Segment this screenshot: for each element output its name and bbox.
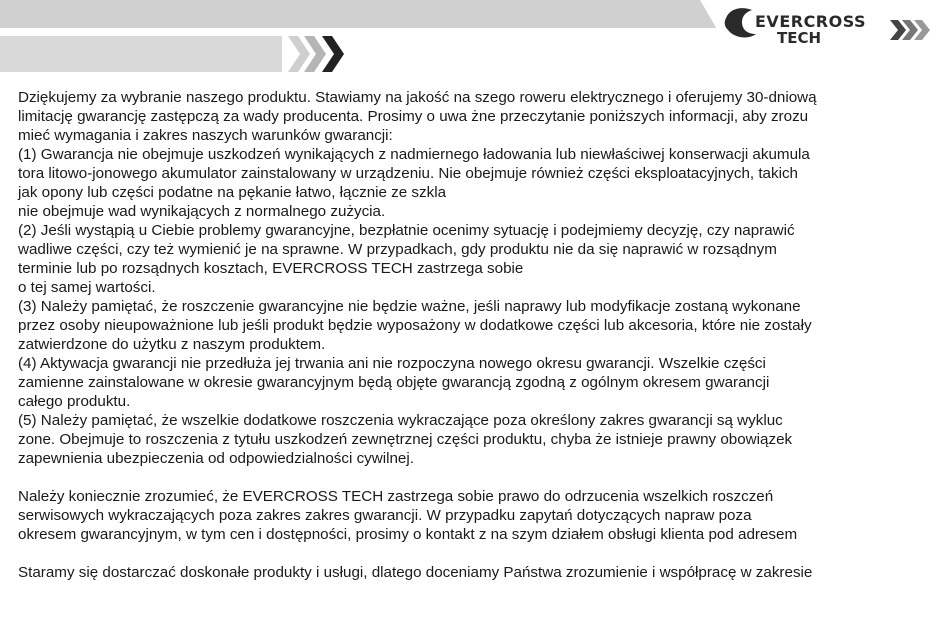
text-line: zamienne zainstalowane w okresie gwarancyjnym będą objęte gwarancją zgodną z ogólnym okresem gwarancji xyxy=(18,374,770,391)
paragraph xyxy=(18,563,938,582)
header-strip xyxy=(0,36,282,72)
text-line: (2) Jeśli wystąpią u Ciebie problemy gwarancyjne, bezpłatnie ocenimy sytuację i podejmiemy decyzję, czy naprawić xyxy=(18,222,795,239)
header-banner xyxy=(0,0,950,80)
paragraph xyxy=(18,88,938,468)
text-line: mieć wymagania i zakres naszych warunków gwarancji: xyxy=(18,127,393,144)
text-line: (4) Aktywacja gwarancji nie przedłuża jej trwania ani nie rozpoczyna nowego okresu gwarancji. Wszelkie części xyxy=(18,355,766,372)
text-line: (3) Należy pamiętać, że roszczenie gwarancyjne nie będzie ważne, jeśli naprawy lub modyfikacje zostaną wykonane xyxy=(18,298,801,315)
text-line: nie obejmuje wad wynikających z normalnego zużycia. xyxy=(18,203,386,220)
text-line: zone. Obejmuje to roszczenia z tytułu uszkodzeń zewnętrznej części produktu, chyba że istnieje prawny obowiązek xyxy=(18,431,793,448)
text-line: okresem gwarancyjnym, w tym cen i dostępności, prosimy o kontakt z na szym działem obsługi klienta pod adresem xyxy=(18,526,798,543)
text-line: serwisowych wykraczających poza zakres zakres gwarancji. W przypadku zapytań dotyczących napraw poza xyxy=(18,507,752,524)
text-line: całego produktu. xyxy=(18,393,131,410)
brand-sub: TECH xyxy=(777,29,822,47)
text-line: Staramy się dostarczać doskonałe produkty i usługi, dlatego doceniamy Państwa zrozumienie i współpracę w zakresie xyxy=(18,564,813,581)
brand-name: EVERCROSS xyxy=(755,12,867,31)
text-line: o tej samej wartości. xyxy=(18,279,156,296)
text-line: jak opony lub części podatne na pękanie łatwo, łącznie ze szkla xyxy=(18,184,447,201)
paragraph-gap xyxy=(18,468,938,487)
warranty-text xyxy=(18,88,938,582)
text-line: Należy koniecznie zrozumieć, że EVERCROSS TECH zastrzega sobie prawo do odrzucenia wszelkich roszczeń xyxy=(18,488,774,505)
text-line: terminie lub po rozsądnych kosztach, EVERCROSS TECH zastrzega sobie xyxy=(18,260,524,277)
text-line: zatwierdzone do użytku z naszym produktem. xyxy=(18,336,326,353)
text-line: (5) Należy pamiętać, że wszelkie dodatkowe roszczenia wykraczające poza określony zakres gwarancji są wykluc xyxy=(18,412,783,429)
text-line: Dziękujemy za wybranie naszego produktu. Stawiamy na jakość na szego roweru elektrycznego i oferujemy 30-dniową xyxy=(18,89,817,106)
chevron-light-1-icon xyxy=(288,36,310,72)
text-line: (1) Gwarancja nie obejmuje uszkodzeń wynikających z nadmiernego ładowania lub niewłaściwej konserwacji akumula xyxy=(18,146,810,163)
text-line: zapewnienia ubezpieczenia od odpowiedzialności cywilnej. xyxy=(18,450,414,467)
text-line: wadliwe części, czy też wymienić je na sprawne. W przypadkach, gdy produktu nie da się naprawić w rozsądnym xyxy=(18,241,777,258)
text-line: limitację gwarancję zastępczą za wady producenta. Prosimy o uwa żne przeczytanie poniższych informacji, aby zrozu xyxy=(18,108,809,125)
paragraph-gap xyxy=(18,544,938,563)
text-line: przez osoby nieupoważnione lub jeśli produkt będzie wyposażony w dodatkowe części lub akcesoria, które nie zostały xyxy=(18,317,812,334)
paragraph xyxy=(18,487,938,544)
text-line: tora litowo-jonowego akumulator zainstalowany w urządzeniu. Nie obejmuje również części eksploatacyjnych, takich xyxy=(18,165,799,182)
